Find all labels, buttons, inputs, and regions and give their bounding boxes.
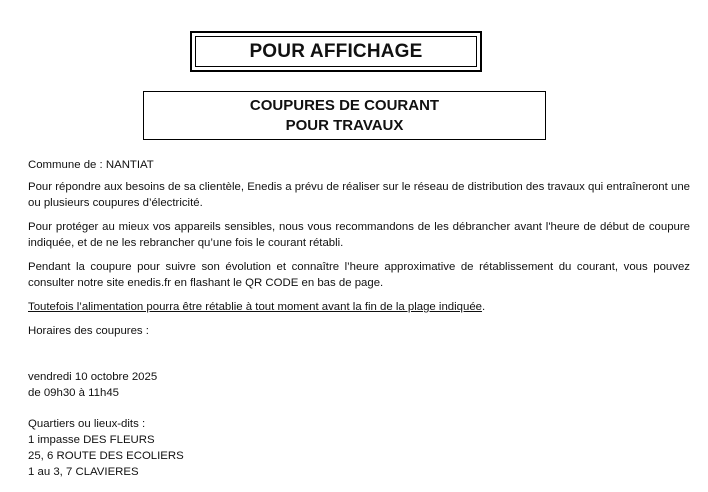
subtitle-box: [143, 91, 546, 140]
place-item: 1 impasse DES FLEURS: [28, 434, 155, 446]
schedule-heading: Horaires des coupures :: [28, 325, 149, 337]
paragraph-devices: Pour protéger au mieux vos appareils sensibles, nous vous recommandons de les débrancher avant l'heure de début de coupure indiquée, et de ne les rebrancher qu’une fois le courant rétabli.: [28, 221, 690, 249]
subtitle-line-1: COUPURES DE COURANT: [249, 96, 440, 114]
header-box: [190, 31, 482, 72]
places-heading: Quartiers ou lieux-dits :: [28, 418, 146, 430]
restore-notice: [28, 299, 690, 315]
restore-notice-end: .: [482, 301, 486, 313]
place-item: 1 au 3, 7 CLAVIERES: [28, 466, 139, 478]
paragraph-follow: Pendant la coupure pour suivre son évolution et connaître l’heure approximative de rétablissement du courant, vous pouvez consulter notre site enedis.fr en flashant le QR CODE en bas de page.: [28, 261, 690, 289]
page-title: POUR AFFICHAGE: [195, 36, 477, 67]
paragraph-needs: Pour répondre aux besoins de sa clientèle, Enedis a prévu de réaliser sur le réseau de distribution des travaux qui entraîneront une ou plusieurs coupures d’électricité.: [28, 181, 690, 209]
schedule-time: de 09h30 à 11h45: [28, 387, 120, 399]
commune-line: Commune de : NANTIAT: [28, 159, 154, 171]
schedule-date: vendredi 10 octobre 2025: [28, 371, 158, 383]
place-item: 25, 6 ROUTE DES ECOLIERS: [28, 450, 184, 462]
restore-notice-text: Toutefois l’alimentation pourra être rétablie à tout moment avant la fin de la plage indiquée: [28, 301, 483, 313]
notice-body: [28, 157, 690, 480]
subtitle-line-2: POUR TRAVAUX: [285, 116, 404, 134]
